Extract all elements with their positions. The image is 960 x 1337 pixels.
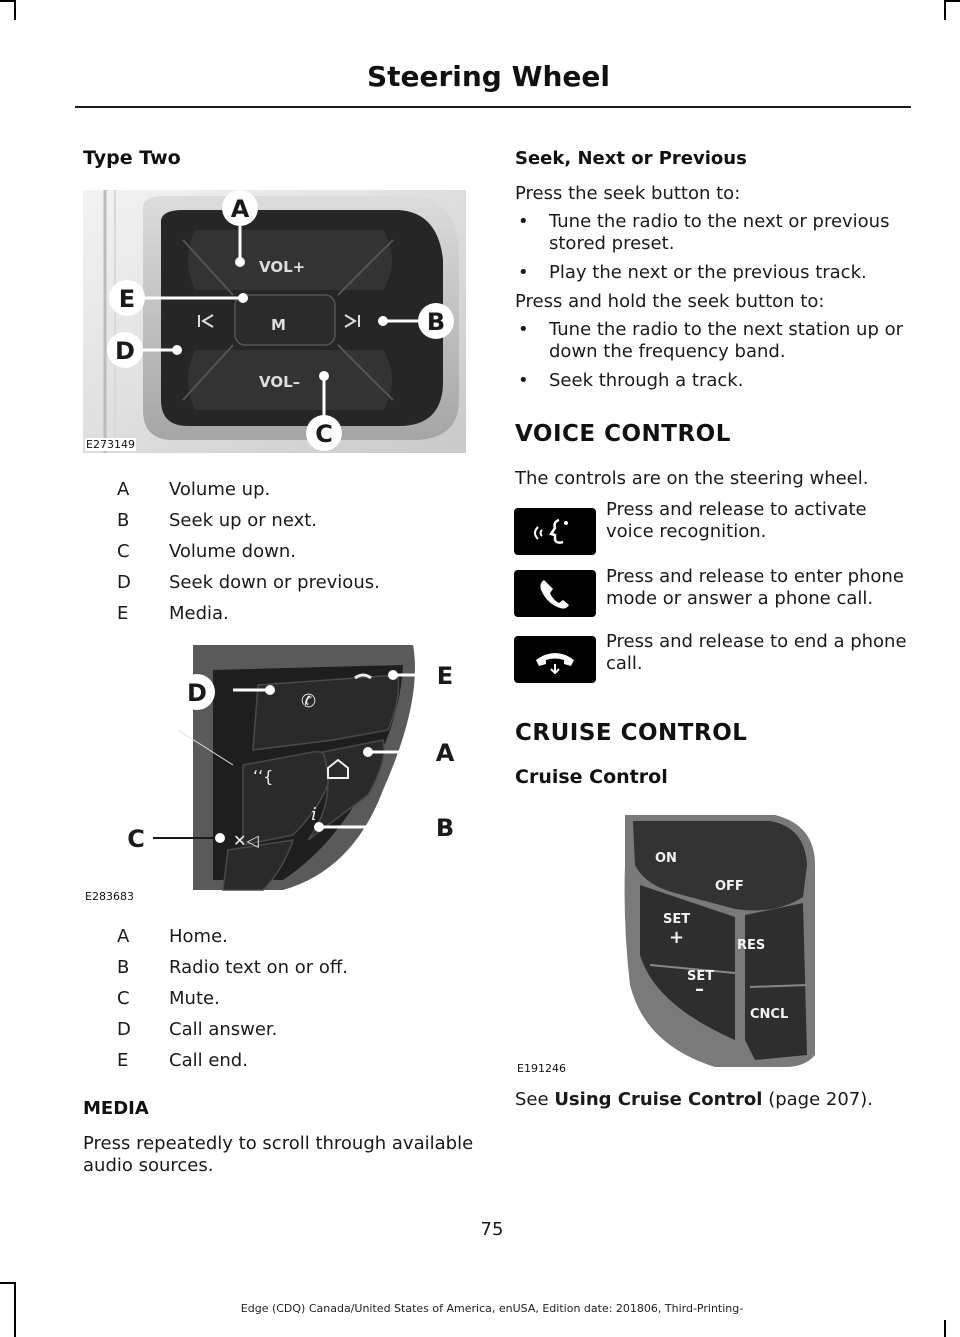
cruise-label-off: OFF	[715, 879, 744, 894]
title-divider	[75, 106, 911, 108]
media-heading: MEDIA	[83, 1098, 149, 1119]
legend-text: Mute.	[169, 988, 220, 1009]
seek-intro: Press the seek button to:	[515, 183, 741, 204]
list-item: • Play the next or the previous track.	[515, 262, 910, 284]
legend-row	[117, 1050, 477, 1081]
voice-intro: The controls are on the steering wheel.	[515, 468, 869, 489]
list-item: • Tune the radio to the next or previous stored preset.	[515, 211, 910, 255]
figure-steering-controls-type-two	[83, 190, 466, 453]
see-suffix: (page 207).	[768, 1089, 873, 1110]
legend-type-two	[117, 479, 477, 634]
seek-heading: Seek, Next or Previous	[515, 148, 747, 169]
svg-text:i: i	[311, 804, 317, 825]
crop-mark	[944, 1320, 946, 1337]
crop-mark	[944, 0, 946, 20]
legend-key: C	[117, 988, 130, 1009]
list-item: • Seek through a track.	[515, 370, 910, 392]
svg-text:✆: ✆	[301, 691, 317, 712]
legend-row	[117, 926, 477, 957]
svg-text:M: M	[271, 316, 286, 334]
callout-d: D	[115, 337, 135, 365]
callout-e: E	[118, 285, 136, 313]
legend-text: Call answer.	[169, 1019, 278, 1040]
callout-c: C	[127, 825, 145, 853]
legend-row	[117, 1019, 477, 1050]
legend-key: D	[117, 1019, 131, 1040]
cruise-label-cncl: CNCL	[750, 1007, 789, 1022]
svg-text:VOL–: VOL–	[259, 373, 301, 391]
legend-row	[117, 510, 477, 541]
callout-e: E	[436, 662, 454, 690]
callout-a: A	[230, 195, 250, 223]
legend-phone-controls	[117, 926, 477, 1081]
legend-key: B	[117, 510, 130, 531]
cruise-label-minus: –	[695, 979, 704, 1000]
hold-intro: Press and hold the seek button to:	[515, 291, 825, 312]
legend-text: Home.	[169, 926, 228, 947]
legend-row	[117, 541, 477, 572]
phone-answer-text: Press and release to enter phone mode or answer a phone call.	[606, 566, 904, 609]
legend-text: Media.	[169, 603, 229, 624]
callout-b: B	[435, 814, 455, 842]
cruise-label-res: RES	[737, 938, 766, 953]
legend-row	[117, 988, 477, 1019]
legend-key: B	[117, 957, 130, 978]
page-number: 75	[480, 1219, 504, 1240]
figure-code: E283683	[85, 890, 134, 903]
legend-key: C	[117, 541, 130, 562]
phone-answer-icon	[514, 570, 596, 617]
figure-steering-controls-phone	[83, 640, 466, 908]
see-reference	[515, 1089, 873, 1111]
figure-cruise-control-buttons	[515, 805, 905, 1073]
cruise-label-set-minus: SET	[687, 969, 715, 984]
section-title-type-two: Type Two	[83, 147, 181, 169]
crop-mark	[946, 0, 960, 2]
legend-text: Radio text on or off.	[169, 957, 348, 978]
legend-row	[117, 479, 477, 510]
phone-end-icon	[514, 636, 596, 683]
figure-code: E273149	[86, 438, 135, 451]
voice-recognition-text: Press and release to activate voice recognition.	[606, 499, 867, 542]
list-item: • Tune the radio to the next station up or down the frequency band.	[515, 319, 910, 363]
legend-row	[117, 603, 477, 634]
crop-mark	[14, 0, 16, 20]
legend-row	[117, 957, 477, 988]
legend-text: Seek down or previous.	[169, 572, 380, 593]
svg-text:VOL+: VOL+	[259, 258, 306, 276]
crop-mark	[0, 0, 14, 2]
legend-key: A	[117, 926, 130, 947]
cruise-label-plus: +	[669, 927, 685, 948]
cruise-label-on: ON	[655, 851, 677, 866]
hold-bullet-list	[515, 319, 910, 399]
cruise-control-subheading: Cruise Control	[515, 766, 668, 788]
legend-row	[117, 572, 477, 603]
legend-key: A	[117, 479, 130, 500]
figure-code: E191246	[517, 1062, 566, 1075]
footer-edition: Edge (CDQ) Canada/United States of America, enUSA, Edition date: 201806, Third-Printing-	[240, 1302, 744, 1315]
cruise-label-set-plus: SET	[663, 912, 691, 927]
legend-key: E	[117, 603, 129, 624]
cruise-control-heading: CRUISE CONTROL	[515, 720, 748, 746]
callout-b: B	[426, 308, 446, 336]
seek-bullet-list	[515, 211, 910, 291]
page-title: Steering Wheel	[366, 60, 610, 93]
crop-mark	[0, 1282, 14, 1284]
callout-c: C	[315, 420, 333, 448]
see-prefix: See	[515, 1089, 549, 1110]
legend-text: Seek up or next.	[169, 510, 318, 531]
callout-d: D	[187, 679, 207, 707]
svg-text:ʻʻ{: ʻʻ{	[253, 767, 274, 786]
svg-text:✕◁: ✕◁	[233, 831, 259, 850]
see-link[interactable]: Using Cruise Control	[554, 1089, 763, 1110]
voice-recognition-icon	[514, 508, 596, 555]
callout-a: A	[435, 739, 455, 767]
legend-key: E	[117, 1050, 129, 1071]
phone-end-text: Press and release to end a phone call.	[606, 631, 907, 674]
legend-text: Call end.	[169, 1050, 248, 1071]
legend-text: Volume down.	[169, 541, 296, 562]
voice-control-heading: VOICE CONTROL	[515, 421, 731, 447]
legend-key: D	[117, 572, 131, 593]
legend-text: Volume up.	[169, 479, 271, 500]
media-text: Press repeatedly to scroll through available audio sources.	[83, 1133, 474, 1176]
